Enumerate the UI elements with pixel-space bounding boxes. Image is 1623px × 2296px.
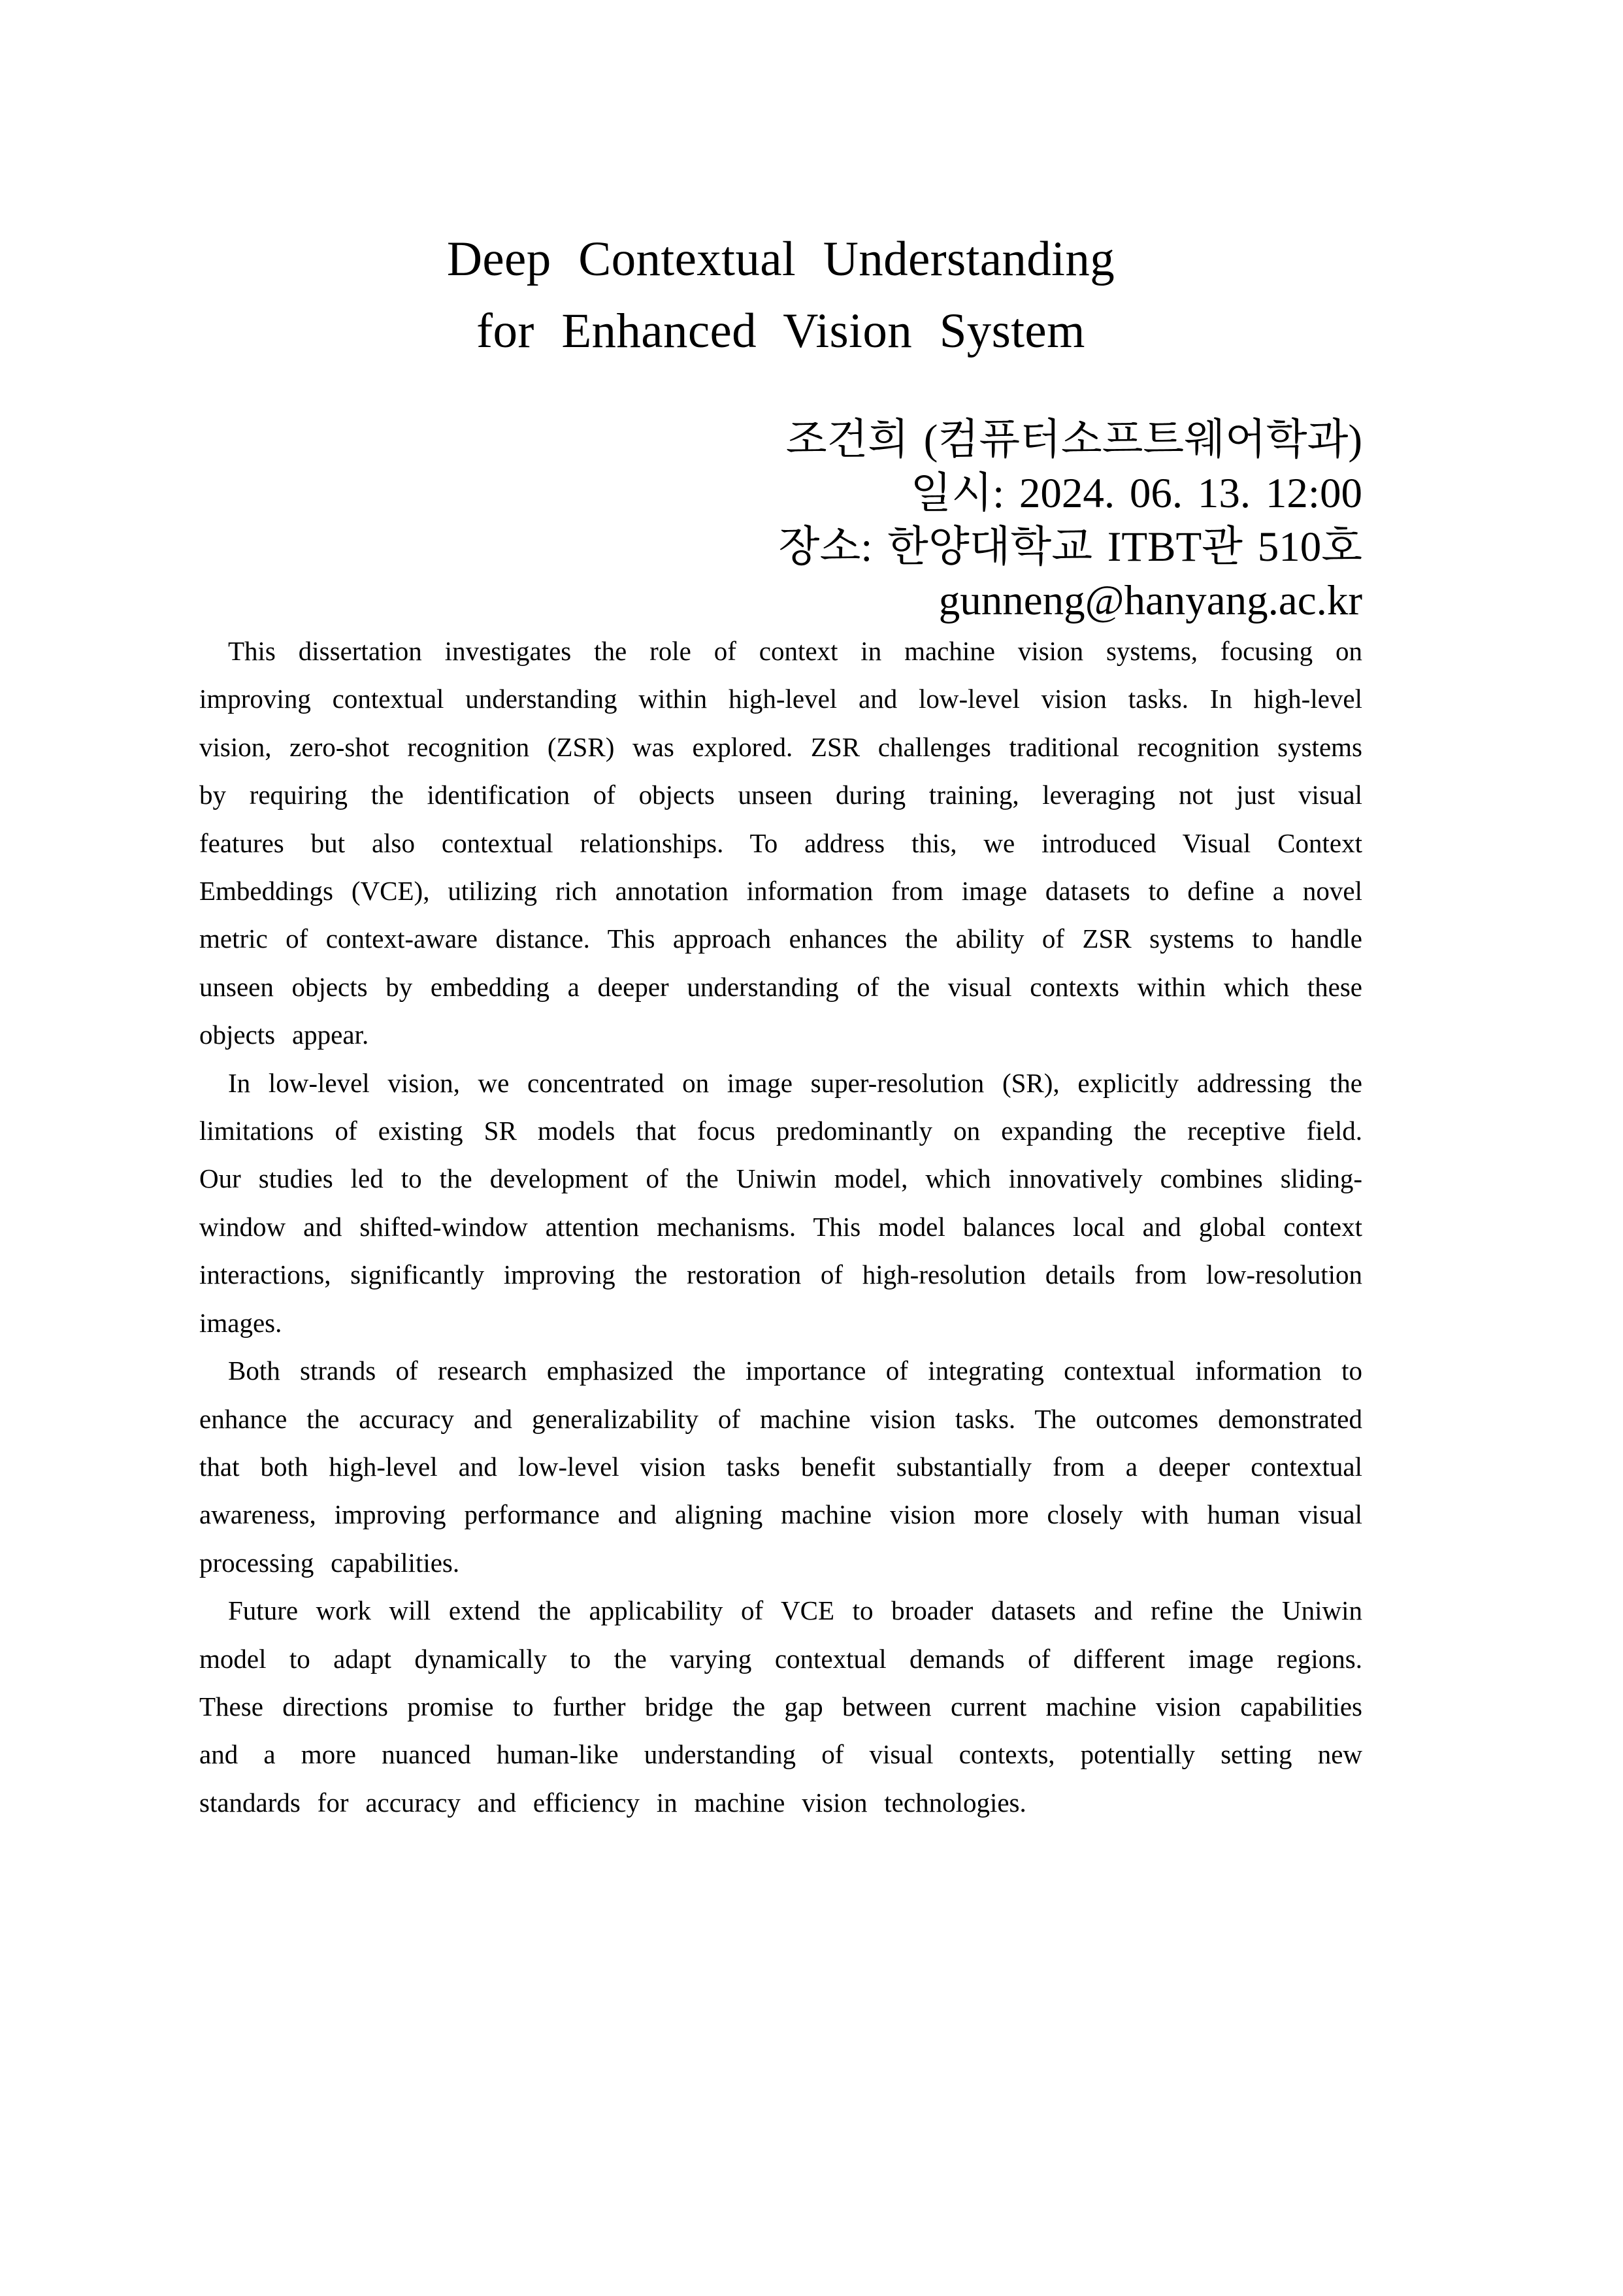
title-line-2: for Enhanced Vision System xyxy=(476,304,1085,358)
datetime-line: 일시: 2024. 06. 13. 12:00 xyxy=(910,470,1362,517)
info-block xyxy=(199,413,1362,627)
abstract-paragraph-1: This dissertation investigates the role of context in machine vision systems, focusing on improving contextual understanding within high-level and low-level vision tasks. In high-level vision, zero-shot recognition (ZSR) was explored. ZSR challenges traditional recognition systems by requiring the identification of objects unseen during training, leveraging not just visual features but also contextual relationships. To address this, we introduced Visual Context Embeddings (VCE), utilizing rich annotation information from image datasets to define a novel metric of context-aware distance. This approach enhances the ability of ZSR systems to handle unseen objects by embedding a deeper understanding of the visual contexts within which these objects appear. xyxy=(199,636,1362,1050)
email-line: gunneng@hanyang.ac.kr xyxy=(938,577,1362,624)
abstract-paragraph-3: Both strands of research emphasized the importance of integrating contextual information to enhance the accuracy and generalizability of machine vision tasks. The outcomes demonstrated that both high-level and low-level vision tasks benefit substantially from a deeper contextual awareness, improving performance and aligning machine vision more closely with human visual processing capabilities. xyxy=(199,1356,1362,1578)
location-line: 장소: 한양대학교 ITBT관 510호 xyxy=(778,524,1362,571)
title-line-1: Deep Contextual Understanding xyxy=(446,232,1115,286)
author-line: 조건희 (컴퓨터소프트웨어학과) xyxy=(785,416,1362,463)
abstract-paragraph-4: Future work will extend the applicability of VCE to broader datasets and refine the Uniwin model to adapt dynamically to the varying contextual demands of different image regions. These directions promise to further bridge the gap between current machine vision capabilities and a more nuanced human-like understanding of visual contexts, potentially setting new standards for accuracy and efficiency in machine vision technologies. xyxy=(199,1595,1362,1818)
dissertation-title xyxy=(199,224,1362,367)
abstract-body xyxy=(199,627,1362,1827)
abstract-paragraph-2: In low-level vision, we concentrated on image super-resolution (SR), explicitly addressing the limitations of existing SR models that focus predominantly on expanding the receptive field. Our studies led to the development of the Uniwin model, which innovatively combines sliding-window and shifted-window attention mechanisms. This model balances local and global context interactions, significantly improving the restoration of high-resolution details from low-resolution images. xyxy=(199,1067,1362,1338)
